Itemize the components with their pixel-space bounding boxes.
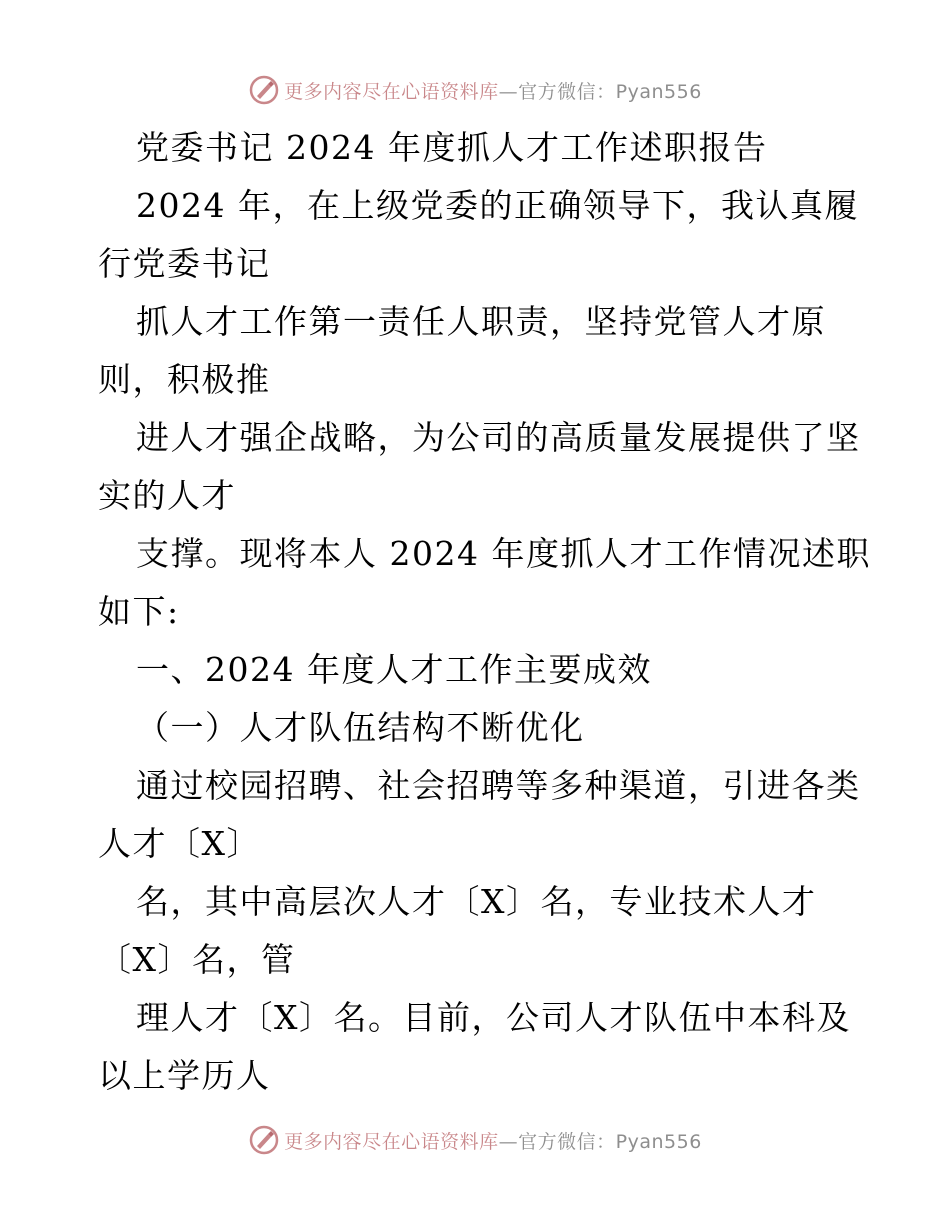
paragraph-line: 抓人才工作第一责任人职责，坚持党管人才原: [136, 302, 826, 341]
paragraph-line: 理人才〔X〕名。目前，公司人才队伍中本科及: [136, 998, 851, 1037]
paragraph-line: 则，积极推: [98, 360, 271, 399]
paragraph-line: 如下:: [98, 592, 180, 631]
subsection-heading: （一）人才队伍结构不断优化: [136, 708, 585, 747]
banner-text: 更多内容尽在心语资料库—官方微信：Pyan556: [284, 80, 702, 103]
footer-banner: [0, 1120, 950, 1160]
paragraph-line: 实的人才: [98, 476, 236, 515]
section-heading: 一、2024 年度人才工作主要成效: [136, 650, 652, 689]
paragraph-line: 以上学历人: [98, 1056, 271, 1095]
paragraph-line: 进人才强企战略，为公司的高质量发展提供了坚: [136, 418, 861, 457]
document-title: 党委书记 2024 年度抓人才工作述职报告: [136, 128, 768, 167]
paragraph-line: 人才〔X〕: [98, 824, 261, 863]
header-banner: [0, 70, 950, 110]
paragraph-line: 2024 年，在上级党委的正确领导下，我认真履: [136, 186, 859, 225]
pen-circle-logo-icon: [248, 1124, 280, 1156]
paragraph-line: 行党委书记: [98, 244, 271, 283]
banner-text: 更多内容尽在心语资料库—官方微信：Pyan556: [284, 1130, 702, 1153]
paragraph-line: 〔X〕名，管: [98, 940, 296, 979]
paragraph-line: 名，其中高层次人才〔X〕名，专业技术人才: [136, 882, 817, 921]
paragraph-line: 支撑。现将本人 2024 年度抓人才工作情况述职: [136, 534, 871, 573]
pen-circle-logo-icon: [248, 74, 280, 106]
paragraph-line: 通过校园招聘、社会招聘等多种渠道，引进各类: [136, 766, 861, 805]
